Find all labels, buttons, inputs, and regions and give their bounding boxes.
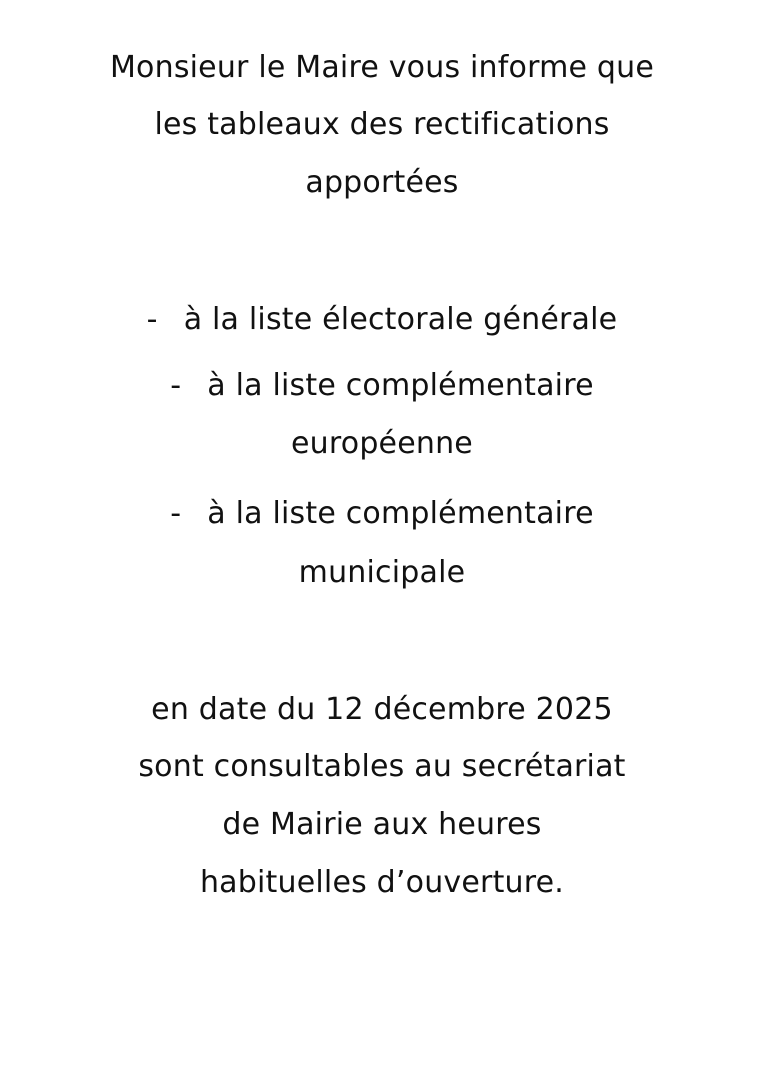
intro-line-3: apportées [305,165,459,200]
list-item-european [0,366,764,406]
intro-line-2: les tableaux des rectifications [154,107,610,142]
closing-line-3: de Mairie aux heures [222,807,542,842]
list-item-municipal [0,494,764,534]
list-item-label: à la liste complémentaire [207,368,594,403]
list-bullet-dash: - [170,368,182,403]
list-item-general [0,300,764,340]
list-item-label: à la liste complémentaire [207,496,594,531]
list-item-european-continuation: européenne [291,426,473,461]
closing-line-4: habituelles d’ouverture. [199,865,565,900]
intro-line-1: Monsieur le Maire vous informe que [109,50,655,85]
list-item-municipal-continuation: municipale [298,555,466,590]
list-item-label: à la liste électorale générale [183,302,618,337]
closing-line-1: en date du 12 décembre 2025 [151,692,613,727]
list-bullet-dash: - [170,496,182,531]
list-bullet-dash: - [146,302,158,337]
closing-line-2: sont consultables au secrétariat [138,749,626,784]
